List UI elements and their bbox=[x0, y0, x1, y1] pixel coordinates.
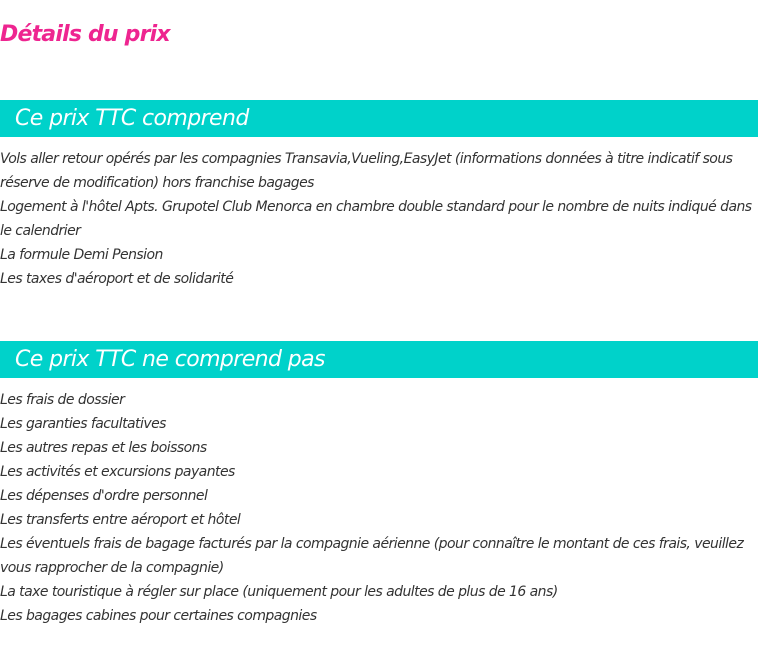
excluded-item-paid-activities: Les activités et excursions payantes bbox=[0, 464, 235, 480]
included-list bbox=[0, 147, 758, 291]
excluded-item-baggage-fees: Les éventuels frais de bagage facturés par la compagnie aérienne (pour connaître le montant de ces frais, veuillez vous rapprocher de la compagnie) bbox=[0, 536, 744, 576]
included-item-airport-taxes: Les taxes d'aéroport et de solidarité bbox=[0, 271, 234, 287]
excluded-item-optional-insurance: Les garanties facultatives bbox=[0, 416, 166, 432]
excluded-item-tourist-tax: La taxe touristique à régler sur place (uniquement pour les adultes de plus de 16 ans) bbox=[0, 584, 558, 600]
excluded-section bbox=[0, 341, 758, 628]
included-item-half-board: La formule Demi Pension bbox=[0, 247, 163, 263]
excluded-item-transfers: Les transferts entre aéroport et hôtel bbox=[0, 512, 241, 528]
excluded-item-booking-fees: Les frais de dossier bbox=[0, 392, 125, 408]
included-section bbox=[0, 100, 758, 291]
excluded-item-cabin-baggage: Les bagages cabines pour certaines compagnies bbox=[0, 608, 317, 624]
included-item-flights: Vols aller retour opérés par les compagnies Transavia,Vueling,EasyJet (informations données à titre indicatif sous réserve de modification) hors franchise bagages bbox=[0, 151, 733, 191]
included-section-header: Ce prix TTC comprend bbox=[0, 100, 758, 137]
excluded-list bbox=[0, 388, 758, 628]
page-title: Détails du prix bbox=[0, 22, 170, 47]
excluded-section-header: Ce prix TTC ne comprend pas bbox=[0, 341, 758, 378]
excluded-item-meals-drinks: Les autres repas et les boissons bbox=[0, 440, 207, 456]
excluded-item-personal-expenses: Les dépenses d'ordre personnel bbox=[0, 488, 208, 504]
included-item-lodging: Logement à l'hôtel Apts. Grupotel Club Menorca en chambre double standard pour le nombre de nuits indiqué dans le calendrier bbox=[0, 199, 752, 239]
